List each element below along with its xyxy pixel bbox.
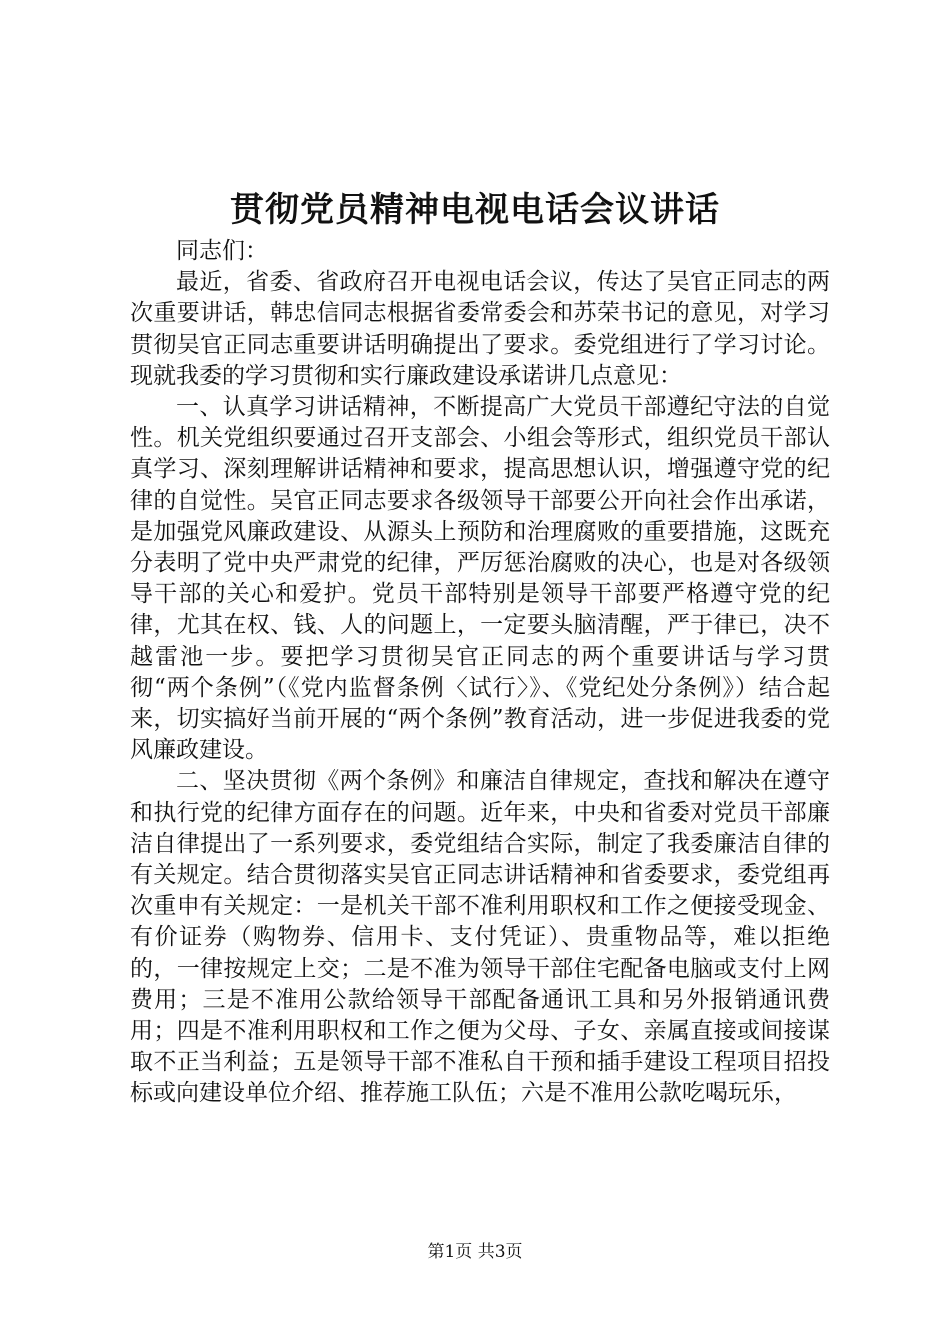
- section-two-paragraph: 二、坚决贯彻《两个条例》和廉洁自律规定，查找和解决在遵守和执行党的纪律方面存在的问题。近年来，中央和省委对党员干部廉洁自律提出了一系列要求，委党组结合实际，制定了我委廉洁自律的有关规定。结合贯彻落实吴官正同志讲话精神和省委要求，委党组再次重申有关规定：一是机关干部不准利用职权和工作之便接受现金、有价证券（购物券、信用卡、支付凭证）、贵重物品等，难以拒绝的，一律按规定上交；二是不准为领导干部住宅配备电脑或支付上网费用；三是不准用公款给领导干部配备通讯工具和另外报销通讯费用；四是不准利用职权和工作之便为父母、子女、亲属直接或间接谋取不正当利益；五是领导干部不准私自干预和插手建设工程项目招投标或向建设单位介绍、推荐施工队伍；六是不准用公款吃喝玩乐，: [130, 768, 830, 1107]
- page-footer: 第1页 共3页: [427, 1242, 523, 1262]
- section-one-paragraph: 一、认真学习讲话精神，不断提高广大党员干部遵纪守法的自觉性。机关党组织要通过召开支部会、小组会等形式，组织党员干部认真学习、深刻理解讲话精神和要求，提高思想认识，增强遵守党的纪律的自觉性。吴官正同志要求各级领导干部要公开向社会作出承诺，是加强党风廉政建设、从源头上预防和治理腐败的重要措施，这既充分表明了党中央严肃党的纪律，严厉惩治腐败的决心，也是对各级领导干部的关心和爱护。党员干部特别是领导干部要严格遵守党的纪律，尤其在权、钱、人的问题上，一定要头脑清醒，严于律已，决不越雷池一步。要把学习贯彻吴官正同志的两个重要讲话与学习贯彻“两个条例”（《党内监督条例〈试行〉》、《党纪处分条例》）结合起来，切实搞好当前开展的“两个条例”教育活动，进一步促进我委的党风廉政建设。: [130, 394, 830, 764]
- intro-paragraph: 最近，省委、省政府召开电视电话会议，传达了吴官正同志的两次重要讲话，韩忠信同志根据省委常委会和苏荣书记的意见，对学习贯彻吴官正同志重要讲话明确提出了要求。委党组进行了学习讨论。现就我委的学习贯彻和实行廉政建设承诺讲几点意见：: [130, 269, 830, 389]
- page-title: 贯彻党员精神电视电话会议讲话: [230, 190, 720, 230]
- document-body: [130, 236, 830, 1110]
- salutation-paragraph: 同志们：: [176, 238, 268, 264]
